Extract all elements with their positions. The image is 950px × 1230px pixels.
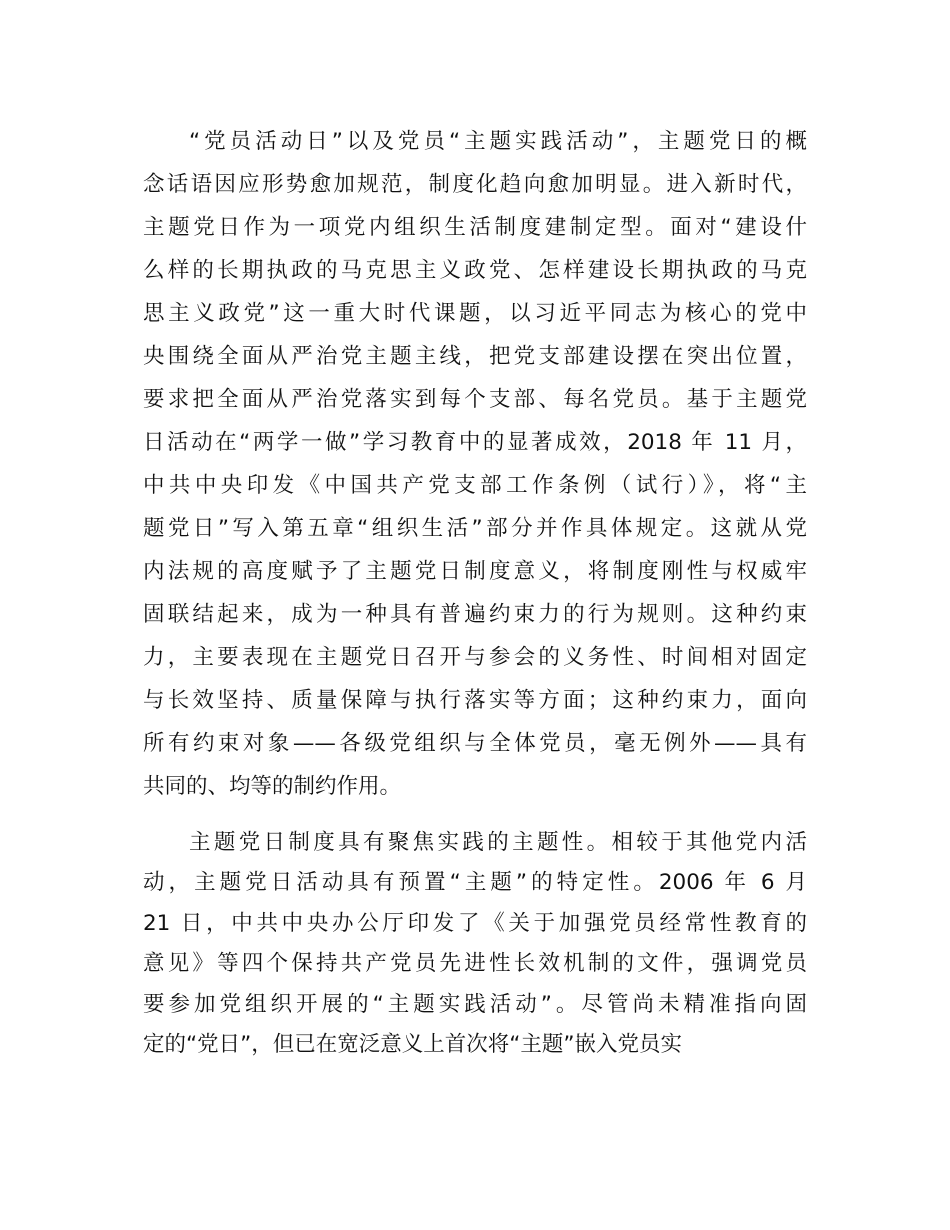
text-line: 内法规的高度赋予了主题党日制度意义，将制度刚性与权威牢 [143, 559, 807, 584]
text-line: 题党日”写入第五章“组织生活”部分并作具体规定。这就从党 [143, 516, 807, 541]
text-line: 要参加党组织开展的“主题实践活动”。尽管尚未精准指向固 [143, 991, 807, 1017]
text-line: 念话语因应形势愈加规范，制度化趋向愈加明显。进入新时代， [143, 172, 807, 197]
text-line: 中共中央印发《中国共产党支部工作条例（试行）》，将“主 [143, 473, 807, 498]
text-line: 动，主题党日活动具有预置“主题”的特定性。2006 年 6 月 [143, 870, 807, 896]
text-line: 定的“党日”，但已在宽泛意义上首次将“主题”嵌入党员实 [143, 1031, 683, 1057]
text-line: 主题党日作为一项党内组织生活制度建制定型。面对“建设什 [143, 215, 807, 240]
paragraph-2 [143, 823, 807, 1065]
text-line: 21 日，中共中央办公厅印发了《关于加强党员经常性教育的 [143, 910, 807, 936]
text-line: 要求把全面从严治党落实到每个支部、每名党员。基于主题党 [143, 387, 807, 412]
text-line: 意见》等四个保持共产党员先进性长效机制的文件，强调党员 [143, 951, 807, 977]
text-line: 所有约束对象——各级党组织与全体党员，毫无例外——具有 [143, 731, 807, 756]
text-line: 力，主要表现在主题党日召开与参会的义务性、时间相对固定 [143, 645, 807, 670]
text-line: 共同的、均等的制约作用。 [143, 774, 402, 799]
text-line: 主题党日制度具有聚焦实践的主题性。相较于其他党内活 [189, 830, 807, 855]
text-line: 思主义政党”这一重大时代课题，以习近平同志为核心的党中 [143, 301, 807, 326]
text-line: 固联结起来，成为一种具有普遍约束力的行为规则。这种约束 [143, 602, 807, 627]
text-line: “党员活动日”以及党员“主题实践活动”，主题党日的概 [189, 129, 807, 154]
text-line: 日活动在“两学一做”学习教育中的显著成效，2018 年 11 月， [143, 430, 807, 455]
text-line: 与长效坚持、质量保障与执行落实等方面；这种约束力，面向 [143, 688, 807, 713]
text-line: 么样的长期执政的马克思主义政党、怎样建设长期执政的马克 [143, 258, 807, 283]
paragraph-1 [143, 120, 807, 808]
text-line: 央围绕全面从严治党主题主线，把党支部建设摆在突出位置， [143, 344, 807, 369]
